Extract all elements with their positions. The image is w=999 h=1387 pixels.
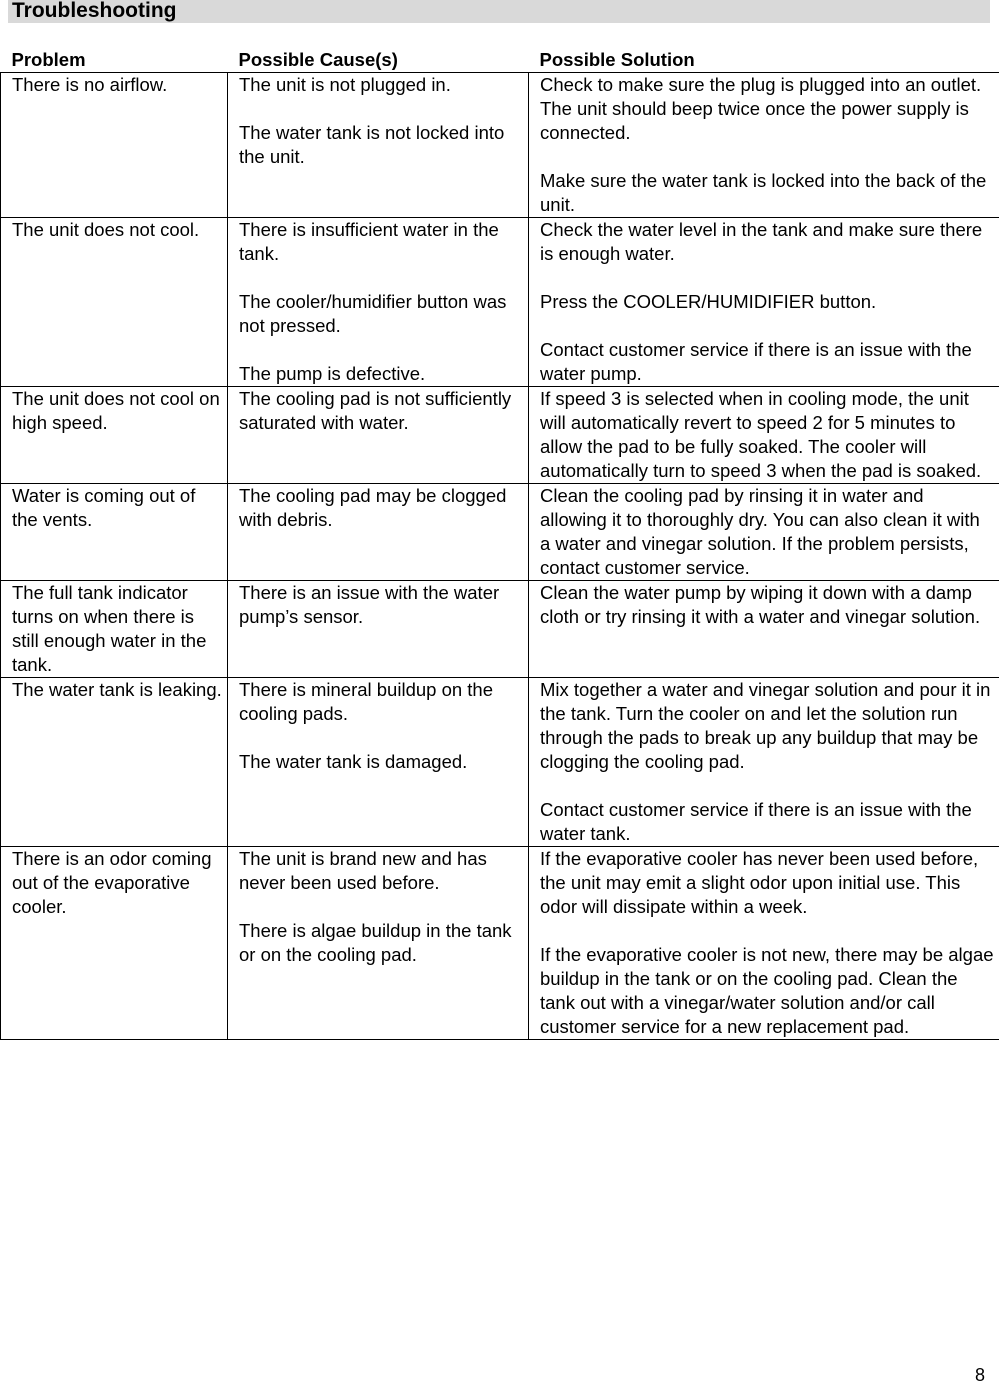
table-row	[1, 387, 999, 484]
cause-text: The cooling pad is not sufficiently saturated with water.	[239, 388, 512, 433]
column-header-causes: Possible Cause(s)	[228, 48, 529, 73]
cause-text: The cooler/humidifier button was not pressed.	[239, 291, 507, 336]
causes-cell	[228, 581, 529, 678]
solution-text: Make sure the water tank is locked into the back of the unit.	[540, 170, 987, 215]
troubleshooting-table	[0, 48, 999, 1040]
problem-text: There is an odor coming out of the evaporative cooler.	[12, 848, 212, 917]
solution-text: Press the COOLER/HUMIDIFIER button.	[540, 291, 877, 312]
table-row	[1, 73, 999, 218]
solution-cell	[529, 847, 999, 1040]
table-row	[1, 847, 999, 1040]
solution-text: If the evaporative cooler has never been used before, the unit may emit a slight odor upon initial use. This odor will dissipate within a week.	[540, 848, 979, 917]
section-title: Troubleshooting	[12, 0, 177, 22]
cause-text: The water tank is damaged.	[239, 751, 468, 772]
table-row	[1, 678, 999, 847]
problem-cell	[1, 847, 228, 1040]
problem-text: The water tank is leaking.	[12, 679, 222, 700]
table-header-row	[1, 48, 999, 73]
table-row	[1, 581, 999, 678]
page-number: 8	[974, 1365, 985, 1385]
cause-text: The water tank is not locked into the unit.	[239, 122, 505, 167]
cause-text: The cooling pad may be clogged with debris.	[239, 485, 507, 530]
problem-text: The unit does not cool on high speed.	[12, 388, 220, 433]
column-header-solution: Possible Solution	[529, 48, 999, 73]
problem-text: There is no airflow.	[12, 74, 168, 95]
problem-text: The unit does not cool.	[12, 219, 200, 240]
problem-cell	[1, 581, 228, 678]
solution-cell	[529, 581, 999, 678]
causes-cell	[228, 73, 529, 218]
cause-text: There is algae buildup in the tank or on the cooling pad.	[239, 920, 512, 965]
problem-cell	[1, 218, 228, 387]
solution-cell	[529, 678, 999, 847]
solution-text: Mix together a water and vinegar solution and pour it in the tank. Turn the cooler on and let the solution run through the pads to break up any buildup that may be clogging the cooling pad.	[540, 679, 991, 772]
cause-text: The unit is not plugged in.	[239, 74, 451, 95]
solution-cell	[529, 218, 999, 387]
solution-text: Contact customer service if there is an issue with the water tank.	[540, 799, 972, 844]
solution-text: Clean the cooling pad by rinsing it in water and allowing it to thoroughly dry. You can also clean it with a water and vinegar solution. If the problem persists, contact customer service.	[540, 485, 980, 578]
problem-cell	[1, 73, 228, 218]
solution-text: If the evaporative cooler is not new, there may be algae buildup in the tank or on the cooling pad. Clean the tank out with a vinegar/water solution and/or call customer service for a new replacement pad.	[540, 944, 994, 1037]
solution-cell	[529, 73, 999, 218]
causes-cell	[228, 484, 529, 581]
problem-text: The full tank indicator turns on when there is still enough water in the tank.	[12, 582, 207, 675]
problem-cell	[1, 484, 228, 581]
solution-text: Clean the water pump by wiping it down with a damp cloth or try rinsing it with a water and vinegar solution.	[540, 582, 981, 627]
table-row	[1, 218, 999, 387]
solution-cell	[529, 484, 999, 581]
cause-text: There is insufficient water in the tank.	[239, 219, 499, 264]
column-header-problem: Problem	[1, 48, 228, 73]
solution-cell	[529, 387, 999, 484]
causes-cell	[228, 387, 529, 484]
table-row	[1, 484, 999, 581]
cause-text: There is an issue with the water pump’s sensor.	[239, 582, 500, 627]
causes-cell	[228, 218, 529, 387]
cause-text: The unit is brand new and has never been used before.	[239, 848, 487, 893]
cause-text: There is mineral buildup on the cooling pads.	[239, 679, 494, 724]
solution-text: Contact customer service if there is an issue with the water pump.	[540, 339, 972, 384]
cause-text: The pump is defective.	[239, 363, 426, 384]
causes-cell	[228, 678, 529, 847]
solution-text: Check to make sure the plug is plugged into an outlet. The unit should beep twice once the power supply is connected.	[540, 74, 982, 143]
problem-cell	[1, 387, 228, 484]
solution-text: If speed 3 is selected when in cooling mode, the unit will automatically revert to speed 2 for 5 minutes to allow the pad to be fully soaked. The cooler will automatically turn to speed 3 when the pad is soaked.	[540, 388, 982, 481]
problem-text: Water is coming out of the vents.	[12, 485, 196, 530]
causes-cell	[228, 847, 529, 1040]
problem-cell	[1, 678, 228, 847]
solution-text: Check the water level in the tank and make sure there is enough water.	[540, 219, 983, 264]
